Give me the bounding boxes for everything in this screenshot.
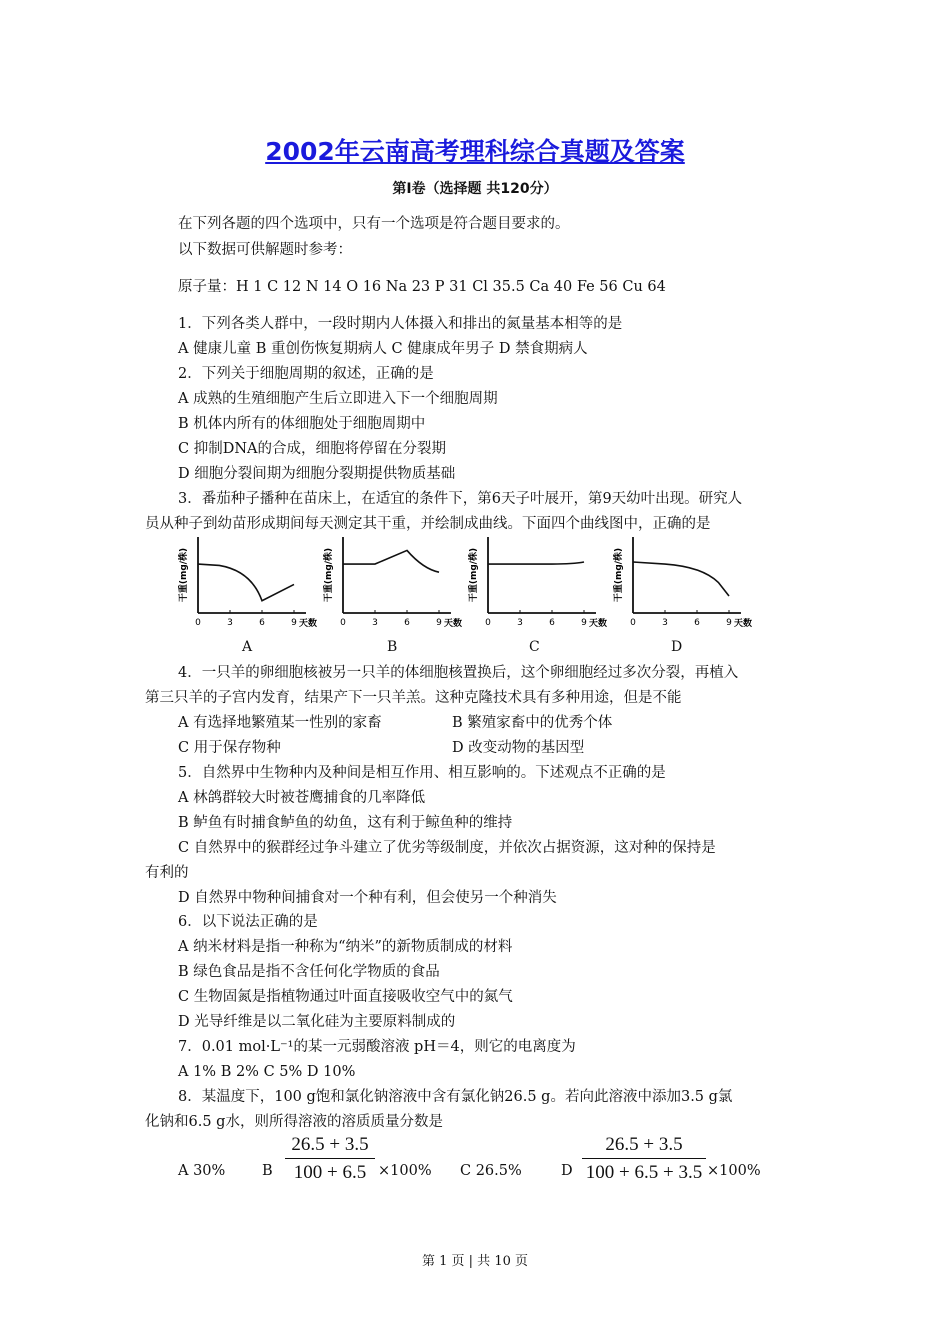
x-tick-label: 0	[630, 618, 636, 628]
q4-option-a: A 有选择地繁殖某一性别的家畜	[178, 715, 382, 731]
q5-option-b: B 鲈鱼有时捕食鲈鱼的幼鱼，这有利于鲸鱼种的维持	[178, 815, 513, 831]
q7-stem: 7．0.01 mol·L⁻¹的某一元弱酸溶液 pH＝4，则它的电离度为	[178, 1039, 576, 1055]
x-tick-label: 0	[485, 618, 491, 628]
intro-reference: 以下数据可供解题时参考：	[178, 242, 352, 258]
x-tick-label: 9	[726, 618, 732, 628]
q8-option-d-denominator: 100 + 6.5 + 3.5	[585, 1162, 703, 1183]
q1-stem: 1．下列各类人群中，一段时期内人体摄入和排出的氮量基本相等的是	[178, 316, 623, 332]
x-axis-label: 天数	[298, 619, 318, 629]
q8-option-b-percent: ×100%	[378, 1163, 432, 1179]
x-tick-label: 9	[581, 618, 587, 628]
q2-option-a: A 成熟的生殖细胞产生后立即进入下一个细胞周期	[178, 391, 498, 407]
x-axis-label: 天数	[733, 619, 753, 629]
q3-graph-label-a: A	[242, 639, 253, 655]
intro-instruction: 在下列各题的四个选项中，只有一个选项是符合题目要求的。	[178, 216, 570, 232]
series-line	[633, 562, 729, 596]
x-tick-label: 3	[662, 618, 668, 628]
q4-stem-line2: 第三只羊的子宫内发育，结果产下一只羊羔。这种克隆技术具有多种用途，但是不能	[145, 690, 682, 706]
q3-graph-a	[178, 533, 328, 643]
x-axis-label: 天数	[588, 619, 608, 629]
q8-option-d-fraction	[582, 1134, 706, 1184]
q3-graph-b	[323, 533, 473, 643]
q3-stem-line2: 员从种子到幼苗形成期间每天测定其干重，并绘制成曲线。下面四个曲线图中，正确的是	[145, 516, 711, 532]
q8-option-b-fraction	[285, 1134, 375, 1184]
q8-option-d-percent: ×100%	[707, 1163, 761, 1179]
x-axis-label: 天数	[443, 619, 463, 629]
q4-option-d: D 改变动物的基因型	[452, 740, 585, 756]
q5-stem: 5．自然界中生物种内及种间是相互作用、相互影响的。下述观点不正确的是	[178, 765, 666, 781]
x-tick-label: 6	[549, 618, 555, 628]
q4-option-c: C 用于保存物种	[178, 740, 281, 756]
q8-option-b-letter: B	[262, 1163, 273, 1179]
q8-option-a: A 30%	[178, 1163, 226, 1179]
q7-options: A 1% B 2% C 5% D 10%	[178, 1064, 356, 1080]
q3-stem-line1: 3．番茄种子播种在苗床上，在适宜的条件下，第6天子叶展开，第9天幼叶出现。研究人	[178, 491, 743, 507]
q3-graph-d	[613, 533, 763, 643]
section-heading: 第Ⅰ卷（选择题 共120分）	[392, 181, 558, 197]
series-line	[198, 564, 294, 601]
q3-graph-label-c: C	[529, 639, 540, 655]
q5-option-c-line1: C 自然界中的猴群经过争斗建立了优劣等级制度，并依次占据资源，这对种的保持是	[178, 840, 716, 856]
series-line	[343, 550, 439, 572]
q8-option-d-letter: D	[561, 1163, 573, 1179]
q8-stem-line1: 8．某温度下，100 g饱和氯化钠溶液中含有氯化钠26.5 g。若向此溶液中添加3.5 g氯	[178, 1089, 733, 1105]
atomic-weights: 原子量：H 1 C 12 N 14 O 16 Na 23 P 31 Cl 35.5 Ca 40 Fe 56 Cu 64	[178, 279, 666, 295]
q6-option-d: D 光导纤维是以二氧化硅为主要原料制成的	[178, 1014, 456, 1030]
x-tick-label: 6	[694, 618, 700, 628]
q3-graph-c	[468, 533, 618, 643]
y-axis-label: 干重(mg/株)	[324, 547, 334, 603]
x-tick-label: 0	[340, 618, 346, 628]
x-tick-label: 9	[436, 618, 442, 628]
y-axis-label: 干重(mg/株)	[469, 547, 479, 603]
y-axis-label: 干重(mg/株)	[614, 547, 624, 603]
q4-option-b: B 繁殖家畜中的优秀个体	[452, 715, 613, 731]
q6-stem: 6．以下说法正确的是	[178, 914, 318, 930]
q8-stem-line2: 化钠和6.5 g水，则所得溶液的溶质质量分数是	[145, 1114, 443, 1130]
series-line	[488, 562, 584, 564]
x-tick-label: 6	[259, 618, 265, 628]
q1-options: A 健康儿童 B 重创伤恢复期病人 C 健康成年男子 D 禁食期病人	[178, 341, 588, 357]
x-tick-label: 3	[372, 618, 378, 628]
y-axis-label: 干重(mg/株)	[179, 547, 189, 603]
q6-option-b: B 绿色食品是指不含任何化学物质的食品	[178, 964, 440, 980]
q3-graph-label-d: D	[671, 639, 683, 655]
q3-graph-label-b: B	[387, 639, 398, 655]
x-tick-label: 9	[291, 618, 297, 628]
q5-option-c-line2: 有利的	[145, 865, 189, 881]
x-tick-label: 3	[227, 618, 233, 628]
q8-option-b-denominator: 100 + 6.5	[293, 1162, 367, 1183]
x-tick-label: 6	[404, 618, 410, 628]
x-tick-label: 3	[517, 618, 523, 628]
q8-option-d-numerator: 26.5 + 3.5	[582, 1134, 706, 1159]
q6-option-a: A 纳米材料是指一种称为“纳米”的新物质制成的材料	[178, 939, 513, 955]
x-tick-label: 0	[195, 618, 201, 628]
q2-option-c: C 抑制DNA的合成，细胞将停留在分裂期	[178, 441, 446, 457]
page-title[interactable]: 2002年云南高考理科综合真题及答案	[265, 137, 685, 166]
q6-option-c: C 生物固氮是指植物通过叶面直接吸收空气中的氮气	[178, 989, 513, 1005]
page-footer: 第 1 页 | 共 10 页	[422, 1254, 528, 1269]
q2-stem: 2．下列关于细胞周期的叙述，正确的是	[178, 366, 434, 382]
q2-option-b: B 机体内所有的体细胞处于细胞周期中	[178, 416, 426, 432]
q4-stem-line1: 4．一只羊的卵细胞核被另一只羊的体细胞核置换后，这个卵细胞经过多次分裂，再植入	[178, 665, 739, 681]
q2-option-d: D 细胞分裂间期为细胞分裂期提供物质基础	[178, 466, 456, 482]
q5-option-a: A 林鸽群较大时被苍鹰捕食的几率降低	[178, 790, 426, 806]
q8-option-b-numerator: 26.5 + 3.5	[285, 1134, 375, 1159]
q8-option-c: C 26.5%	[460, 1163, 522, 1179]
q5-option-d: D 自然界中物种间捕食对一个种有利，但会使另一个种消失	[178, 890, 557, 906]
